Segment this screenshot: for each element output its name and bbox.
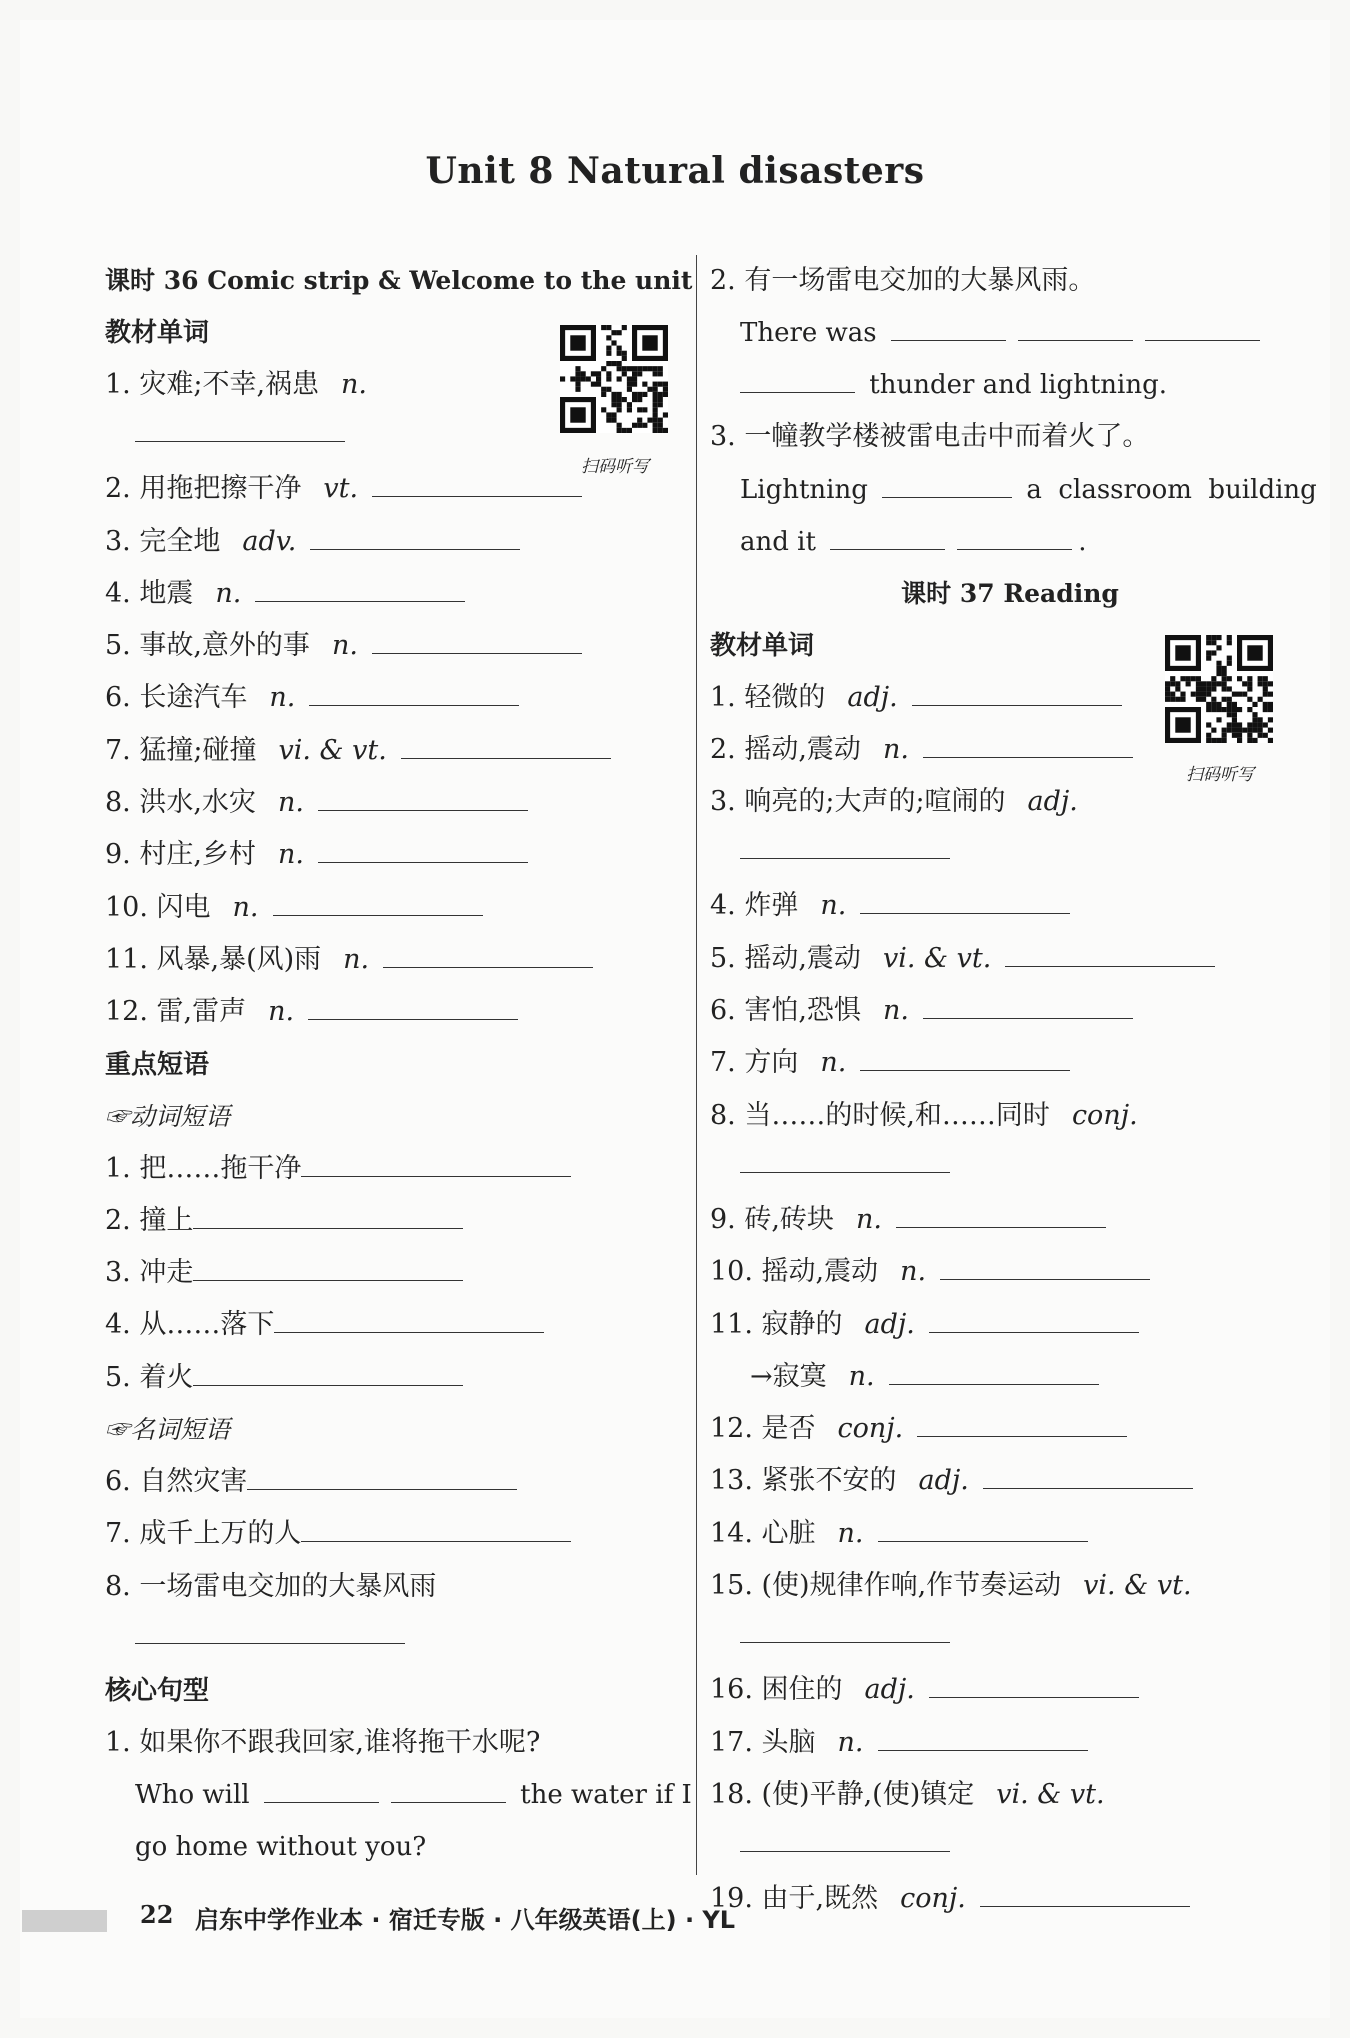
answer-blank[interactable] [878,1511,1088,1542]
answer-blank[interactable] [740,1612,950,1643]
answer-blank[interactable] [264,1772,379,1803]
answer-blank[interactable] [308,989,518,1020]
vocab-label: 10. 闪电 [105,891,211,923]
vocab-item [105,934,685,986]
vocab-item [710,1664,1310,1716]
answer-blank[interactable] [309,675,519,706]
qr-code-icon [560,325,668,433]
vocab-item [105,777,685,829]
answer-blank[interactable] [1018,310,1133,341]
part-of-speech: n. [820,890,847,922]
vocab-label: 11. 风暴,暴(风)雨 [105,943,322,975]
noun-phrases-heading: ☞名词短语 [105,1415,231,1445]
vocab-label: 6. 长途汽车 [105,682,248,714]
phrase-item [105,1561,685,1613]
sentence-1-english-cont: go home without you? [135,1832,427,1863]
vocab-label: 9. 砖,砖块 [710,1203,834,1235]
sentence-2-english-cont [710,359,1310,411]
answer-blank[interactable] [896,1197,1106,1228]
vocab-label: 10. 摇动,震动 [710,1256,879,1288]
vocab-label: 15. (使)规律作响,作节奏运动 [710,1570,1062,1602]
vocab-label: →寂寞 [750,1360,827,1392]
answer-blank[interactable] [912,675,1122,706]
vocab-item [710,1560,1310,1612]
qr-label-37: 扫码听写 [1186,765,1254,785]
answer-blank[interactable] [891,310,1006,341]
answer-blank[interactable] [860,883,1070,914]
vocab-label: 1. 灾难;不幸,祸患 [105,369,320,400]
vocab-item [710,1455,1310,1507]
vocab-item [710,1246,1310,1298]
answer-line [710,828,1310,880]
vocab-heading-37: 教材单词 [710,630,815,661]
part-of-speech: n. [882,733,909,765]
answer-line [710,1821,1310,1873]
left-column [105,255,693,1873]
vocab-label: 6. 害怕,恐惧 [710,995,861,1027]
sentence-3-english-cont [710,516,1310,568]
vocab-list-37 [710,672,1310,1926]
phrase-label: 7. 成千上万的人 [105,1518,302,1550]
part-of-speech: adj. [847,681,898,713]
answer-blank[interactable] [917,1406,1127,1437]
answer-blank[interactable] [923,988,1133,1019]
phrase-label: 4. 从……落下 [105,1309,275,1341]
answer-blank[interactable] [740,1821,950,1852]
part-of-speech: n. [343,943,370,975]
vocab-item [710,1508,1310,1560]
qr-code-37[interactable] [1165,635,1273,743]
answer-blank[interactable] [830,519,945,550]
sentence-1-chinese: 1. 如果你不跟我回家,谁将拖干水呢? [105,1726,541,1758]
part-of-speech: n. [331,630,358,662]
part-of-speech: n. [269,682,296,714]
answer-blank[interactable] [957,519,1072,550]
vocab-label: 4. 炸弹 [710,890,799,922]
answer-blank[interactable] [929,1667,1139,1698]
answer-blank[interactable] [929,1302,1139,1333]
vocab-label: 11. 寂静的 [710,1308,843,1340]
vocab-item [710,1194,1310,1246]
vocab-label: 12. 是否 [710,1413,816,1445]
sentence-1-part-b: the water if I [520,1780,692,1811]
phrase-label: 3. 冲走 [105,1257,194,1289]
book-title: 启东中学作业本 · 宿迁专版 · 八年级英语(上) · YL [195,1906,736,1934]
part-of-speech: n. [232,891,259,923]
answer-blank[interactable] [391,1772,506,1803]
vocab-label: 2. 用拖把擦干净 [105,473,302,505]
part-of-speech: conj. [900,1883,966,1915]
vocab-label: 8. 洪水,水灾 [105,787,256,819]
answer-blank[interactable] [882,467,1012,498]
vocab-label: 9. 村庄,乡村 [105,839,256,871]
vocab-item [710,933,1310,985]
sentence-3-part-a: Lightning [740,474,868,505]
part-of-speech: n. [277,839,304,871]
part-of-speech: vi. & vt. [882,942,992,974]
vocab-label: 4. 地震 [105,577,194,609]
part-of-speech: n. [837,1517,864,1549]
vocab-item [710,1717,1310,1769]
part-of-speech: n. [277,787,304,819]
sentence-2-english [710,307,1310,359]
vocab-label: 12. 雷,雷声 [105,996,247,1028]
part-of-speech: adj. [1027,786,1078,818]
vocab-label: 8. 当……的时候,和……同时 [710,1099,1050,1131]
vocab-label: 5. 摇动,震动 [710,942,861,974]
vocab-item [105,568,685,620]
answer-blank[interactable] [878,1720,1088,1751]
vocab-item [105,725,685,777]
phrase-item [105,1143,685,1195]
vocab-label: 7. 方向 [710,1047,799,1079]
sentence-3-part-c: and it [740,526,816,557]
right-column [710,255,1317,1926]
answer-blank[interactable] [383,937,593,968]
sentence-3-part-d: . [1078,526,1087,557]
part-of-speech: n. [820,1047,847,1079]
part-of-speech: conj. [1071,1099,1138,1131]
answer-blank[interactable] [940,1249,1150,1280]
footer-decoration [22,1910,107,1932]
vocab-item [710,1037,1310,1089]
vocab-item [105,882,685,934]
phrase-item [105,1299,685,1351]
answer-blank[interactable] [247,1459,517,1490]
answer-blank[interactable] [193,1355,463,1386]
answer-blank[interactable] [983,1458,1193,1489]
vocab-item [105,986,685,1038]
sentence-3-part-b: a classroom building [1026,474,1317,505]
part-of-speech: adj. [864,1674,915,1706]
part-of-speech: n. [341,369,368,400]
answer-blank[interactable] [318,832,528,863]
phrase-label: 2. 撞上 [105,1204,194,1236]
answer-line [105,1613,685,1665]
answer-blank[interactable] [372,623,582,654]
vocab-item [710,880,1310,932]
vocab-label: 2. 摇动,震动 [710,733,861,765]
vocab-label: 5. 事故,意外的事 [105,630,310,662]
part-of-speech: n. [837,1726,864,1758]
verb-phrases-heading: ☞动词短语 [105,1101,231,1131]
qr-label-36: 扫码听写 [581,457,649,477]
vocab-label: 3. 响亮的;大声的;喧闹的 [710,786,1006,818]
phrase-item [105,1247,685,1299]
answer-blank[interactable] [318,780,528,811]
part-of-speech: adv. [242,525,297,557]
part-of-speech: n. [900,1256,927,1288]
phrase-item [105,1352,685,1404]
phrase-item [105,1508,685,1560]
part-of-speech: vi. & vt. [1083,1570,1192,1602]
vocab-label: 14. 心脏 [710,1517,816,1549]
sentence-2-part-b: thunder and lightning. [869,370,1168,401]
answer-blank[interactable] [301,1511,571,1542]
part-of-speech: conj. [837,1413,904,1445]
sentence-2-chinese: 2. 有一场雷电交加的大暴风雨。 [710,265,1096,296]
answer-blank[interactable] [1005,936,1215,967]
answer-blank[interactable] [1145,310,1260,341]
noun-phrase-list [105,1456,685,1665]
phrase-item [105,1195,685,1247]
vocab-label: 3. 完全地 [105,525,221,557]
qr-code-36[interactable] [560,325,668,433]
vocab-item [105,516,685,568]
answer-line [710,1612,1310,1664]
answer-blank[interactable] [274,1302,544,1333]
phrase-label: 5. 着火 [105,1361,194,1393]
vocab-item [710,1403,1310,1455]
answer-blank[interactable] [135,1613,405,1644]
sentence-2-part-a: There was [740,318,877,349]
vocab-item [710,1299,1310,1351]
page-number: 22 [140,1900,174,1929]
lesson-36-heading: 课时 36 Comic strip & Welcome to the unit [105,266,693,295]
sentence-3-chinese: 3. 一幢教学楼被雷电击中而着火了。 [710,421,1150,453]
vocab-item [710,1769,1310,1821]
vocab-item [710,1090,1310,1142]
part-of-speech: n. [268,996,295,1028]
part-of-speech: vt. [323,473,359,505]
sentence-1-part-a: Who will [135,1780,250,1811]
answer-blank[interactable] [193,1250,463,1281]
answer-blank[interactable] [255,571,465,602]
answer-blank[interactable] [135,411,345,442]
vocab-item [710,985,1310,1037]
answer-blank[interactable] [301,1146,571,1177]
vocab-item [105,620,685,672]
answer-blank[interactable] [740,362,855,393]
part-of-speech: n. [848,1360,875,1392]
lesson-37-heading: 课时 37 Reading [901,578,1119,608]
answer-blank[interactable] [740,1142,950,1173]
sentence-3-english [710,464,1317,516]
answer-blank[interactable] [889,1354,1099,1385]
page-footer [0,1898,1350,1938]
vocab-label: 17. 头脑 [710,1726,816,1758]
answer-blank[interactable] [860,1040,1070,1071]
vocab-label: 7. 猛撞;碰撞 [105,734,257,766]
vocab-heading-36: 教材单词 [105,318,210,348]
phrase-label: 6. 自然灾害 [105,1466,248,1498]
phrases-heading: 重点短语 [105,1049,210,1080]
answer-blank[interactable] [740,828,950,859]
vocab-item [105,829,685,881]
phrase-item [105,1456,685,1508]
vocab-label: 19. 由于,既然 [710,1883,879,1915]
answer-blank[interactable] [273,885,483,916]
answer-line [710,1142,1310,1194]
sentences-heading: 核心句型 [105,1675,210,1706]
part-of-speech: vi. & vt. [996,1778,1105,1810]
unit-title: Unit 8 Natural disasters [425,150,925,192]
vocab-label: 18. (使)平静,(使)镇定 [710,1778,975,1810]
part-of-speech: n. [215,577,242,609]
qr-code-icon [1165,635,1273,743]
vocab-item [105,672,685,724]
part-of-speech: n. [855,1203,882,1235]
sentence-1-english [105,1769,692,1821]
vocab-label: 1. 轻微的 [710,681,826,713]
part-of-speech: vi. & vt. [278,734,387,766]
answer-blank[interactable] [401,728,611,759]
part-of-speech: n. [882,995,909,1027]
answer-blank[interactable] [310,519,520,550]
vocab-label: 16. 困住的 [710,1674,843,1706]
vocab-item [710,1351,1310,1403]
phrase-label: 8. 一场雷电交加的大暴风雨 [105,1570,437,1602]
column-divider [696,255,697,1875]
answer-blank[interactable] [193,1198,463,1229]
answer-blank[interactable] [923,727,1133,758]
verb-phrase-list [105,1143,685,1404]
vocab-label: 13. 紧张不安的 [710,1465,897,1497]
part-of-speech: adj. [918,1465,969,1497]
phrase-label: 1. 把……拖干净 [105,1152,302,1184]
part-of-speech: adj. [864,1308,915,1340]
